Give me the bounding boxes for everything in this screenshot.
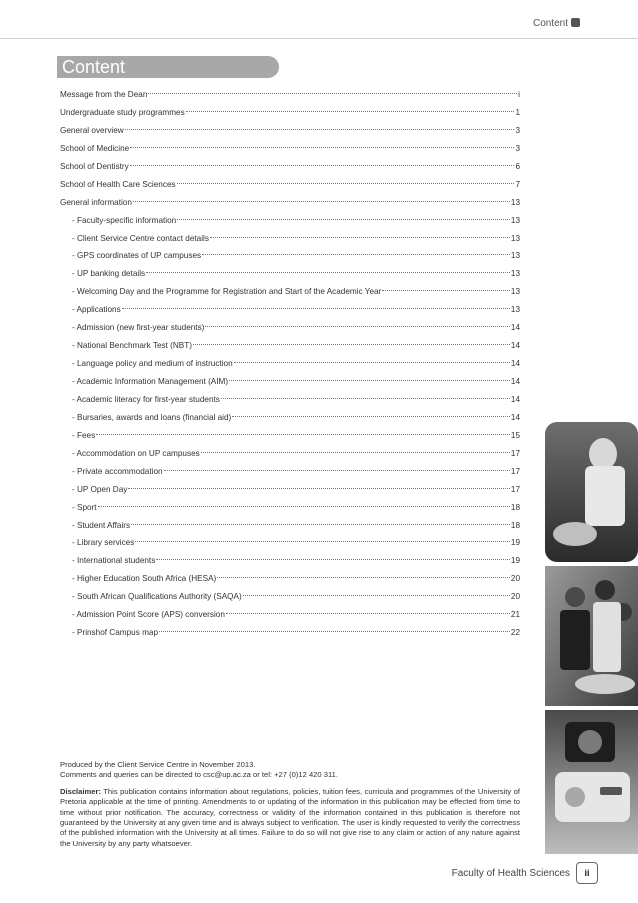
faculty-label: Faculty of Health Sciences [451, 868, 570, 879]
dentist-photo [545, 422, 638, 562]
toc-leader-dots [193, 344, 510, 345]
toc-entry-page: 20 [510, 592, 520, 602]
toc-entry-title: - GPS coordinates of UP campuses [72, 251, 202, 261]
toc-entry-page: 14 [510, 377, 520, 386]
toc-entry[interactable] [60, 122, 520, 140]
toc-leader-dots [98, 506, 510, 507]
toc-entry-page: 19 [510, 556, 520, 566]
students-photo [545, 566, 638, 706]
produced-by-note: Produced by the Client Service Centre in November 2013. [60, 760, 256, 769]
toc-leader-dots [202, 254, 510, 255]
toc-entry-title: General overview [60, 125, 124, 135]
toc-entry[interactable] [60, 337, 520, 355]
toc-entry[interactable] [60, 499, 520, 517]
toc-entry-title: - Student Affairs [72, 520, 131, 530]
toc-entry[interactable] [60, 570, 520, 588]
toc-entry-page: 15 [510, 430, 520, 440]
toc-entry-title: - Academic literacy for first-year students [72, 394, 220, 404]
toc-entry[interactable] [60, 86, 520, 104]
toc-leader-dots [221, 398, 510, 399]
toc-entry-page: 18 [510, 502, 520, 512]
toc-leader-dots [148, 93, 517, 94]
toc-leader-dots [122, 308, 510, 309]
toc-entry[interactable] [60, 391, 520, 409]
toc-entry-title: School of Medicine [60, 143, 130, 153]
toc-leader-dots [177, 219, 510, 220]
toc-leader-dots [125, 129, 515, 130]
disclaimer-text: This publication contains information about regulations, policies, tuition fees, curricula and programmes of the University of Pretoria applicable at the time of printing. Amendments to or updating of the information in this publication may be effected from time to time without prior notification. The accuracy, correctness or validity of the information contained in this publication is therefore not guaranteed by the University at any given time and is always subject to verification. The user is kindly requested to verify the correctness of the published information with the University at all times. Failure to do so will not give rise to any claim or action of any nature against the University by any party whatsoever. [60, 786, 520, 848]
toc-entry[interactable] [60, 463, 520, 481]
toc-leader-dots [210, 237, 510, 238]
toc-leader-dots [243, 595, 510, 596]
toc-entry-title: - Private accommodation [72, 466, 163, 476]
toc-leader-dots [130, 165, 515, 166]
toc-entry-title: - Client Service Centre contact details [72, 233, 209, 243]
toc-leader-dots [234, 362, 510, 363]
toc-entry[interactable] [60, 212, 520, 230]
toc-entry-title: - Academic Information Management (AIM) [72, 377, 229, 386]
toc-leader-dots [96, 434, 510, 435]
toc-entry-title: - Fees [72, 430, 96, 440]
toc-entry-page: 13 [510, 287, 520, 297]
toc-entry-page: 21 [510, 610, 520, 620]
toc-entry[interactable] [60, 176, 520, 194]
toc-leader-dots [205, 326, 509, 327]
toc-entry-title: - International students [72, 556, 156, 566]
toc-entry-page: 7 [515, 179, 520, 189]
toc-entry-title: - UP Open Day [72, 484, 128, 494]
equipment-photo [545, 710, 638, 854]
toc-entry-title: - UP banking details [72, 269, 146, 279]
toc-entry-page: 13 [510, 305, 520, 315]
toc-entry[interactable] [60, 409, 520, 427]
toc-entry-page: 13 [510, 233, 520, 243]
toc-entry-title: Message from the Dean [60, 90, 148, 99]
toc-leader-dots [135, 541, 510, 542]
toc-entry-page: 13 [510, 269, 520, 279]
toc-leader-dots [164, 470, 510, 471]
toc-leader-dots [226, 613, 510, 614]
toc-leader-dots [146, 272, 510, 273]
toc-entry-title: - Prinshof Campus map [72, 628, 159, 638]
toc-entry-page: 17 [510, 448, 520, 458]
toc-entry[interactable] [60, 606, 520, 624]
toc-entry[interactable] [60, 427, 520, 445]
toc-entry[interactable] [60, 534, 520, 552]
toc-entry-title: - South African Qualifications Authority (SAQA) [72, 592, 242, 602]
toc-entry-page: 13 [510, 197, 520, 207]
toc-entry-title: - Language policy and medium of instruction [72, 359, 233, 369]
toc-entry-page: 17 [510, 484, 520, 494]
toc-entry-page: 14 [510, 412, 520, 422]
toc-entry[interactable] [60, 355, 520, 373]
toc-entry[interactable] [60, 265, 520, 283]
table-of-contents [60, 86, 520, 642]
toc-entry[interactable] [60, 624, 520, 642]
toc-entry[interactable] [60, 481, 520, 499]
toc-entry-page: 3 [515, 143, 520, 153]
toc-entry-title: - Accommodation on UP campuses [72, 448, 200, 458]
header-divider [0, 38, 638, 39]
toc-entry[interactable] [60, 373, 520, 391]
toc-entry[interactable] [60, 104, 520, 122]
toc-entry-page: 14 [510, 394, 520, 404]
toc-entry-page: 14 [510, 341, 520, 351]
toc-entry-page: 14 [510, 359, 520, 369]
toc-leader-dots [133, 201, 510, 202]
toc-leader-dots [382, 290, 510, 291]
toc-entry-page: 3 [515, 125, 520, 135]
disclaimer [60, 787, 520, 849]
running-header: Content [532, 18, 568, 29]
toc-leader-dots [131, 524, 510, 525]
toc-entry-page: i [518, 90, 520, 99]
toc-entry[interactable] [60, 517, 520, 535]
toc-entry-title: School of Dentistry [60, 161, 129, 171]
toc-entry-page: 20 [510, 574, 520, 584]
toc-entry[interactable] [60, 588, 520, 606]
toc-leader-dots [177, 183, 515, 184]
toc-entry-page: 22 [510, 628, 520, 638]
toc-entry[interactable] [60, 552, 520, 570]
toc-leader-dots [156, 559, 510, 560]
toc-entry[interactable] [60, 158, 520, 176]
disclaimer-label: Disclaimer: [60, 786, 101, 796]
health-sciences-photo-strip [545, 422, 638, 854]
page-title: Content [62, 57, 126, 77]
toc-entry-page: 19 [510, 538, 520, 548]
toc-entry[interactable] [60, 230, 520, 248]
toc-entry-title: - Admission Point Score (APS) conversion [72, 610, 225, 620]
toc-entry[interactable] [60, 319, 520, 337]
toc-entry-page: 1 [515, 107, 520, 117]
toc-entry[interactable] [60, 140, 520, 158]
toc-entry-title: - Faculty-specific information [72, 215, 177, 225]
toc-entry-title: Undergraduate study programmes [60, 107, 185, 117]
toc-leader-dots [159, 631, 510, 632]
toc-entry-title: - Library services [72, 538, 135, 548]
toc-entry-page: 13 [510, 251, 520, 261]
toc-leader-dots [229, 380, 510, 381]
toc-entry-title: - Welcoming Day and the Programme for Registration and Start of the Academic Year [72, 287, 382, 297]
toc-entry[interactable] [60, 445, 520, 463]
toc-entry-page: 14 [510, 323, 520, 333]
toc-entry-page: 13 [510, 215, 520, 225]
toc-entry[interactable] [60, 247, 520, 265]
toc-entry-title: - Applications [72, 305, 121, 315]
toc-entry-title: - Bursaries, awards and loans (financial aid) [72, 412, 232, 422]
toc-leader-dots [217, 577, 510, 578]
toc-leader-dots [232, 416, 510, 417]
header-square-icon [571, 18, 580, 27]
toc-leader-dots [201, 452, 510, 453]
toc-entry-title: General information [60, 197, 132, 207]
toc-entry[interactable] [60, 283, 520, 301]
toc-entry-title: - Admission (new first-year students) [72, 323, 205, 333]
toc-entry-title: - Sport [72, 502, 97, 512]
toc-entry-title: - National Benchmark Test (NBT) [72, 341, 192, 351]
toc-leader-dots [130, 147, 514, 148]
toc-entry[interactable] [60, 301, 520, 319]
toc-entry-page: 17 [510, 466, 520, 476]
toc-leader-dots [186, 111, 515, 112]
toc-entry-page: 18 [510, 520, 520, 530]
toc-entry-title: - Higher Education South Africa (HESA) [72, 574, 217, 584]
toc-entry-page: 6 [515, 161, 520, 171]
publication-notes [60, 760, 520, 849]
queries-note: Comments and queries can be directed to csc@up.ac.za or tel: +27 (0)12 420 311. [60, 770, 338, 780]
page-number: ii [576, 862, 598, 884]
toc-entry-title: School of Health Care Sciences [60, 179, 176, 189]
toc-entry[interactable] [60, 194, 520, 212]
toc-leader-dots [128, 488, 510, 489]
